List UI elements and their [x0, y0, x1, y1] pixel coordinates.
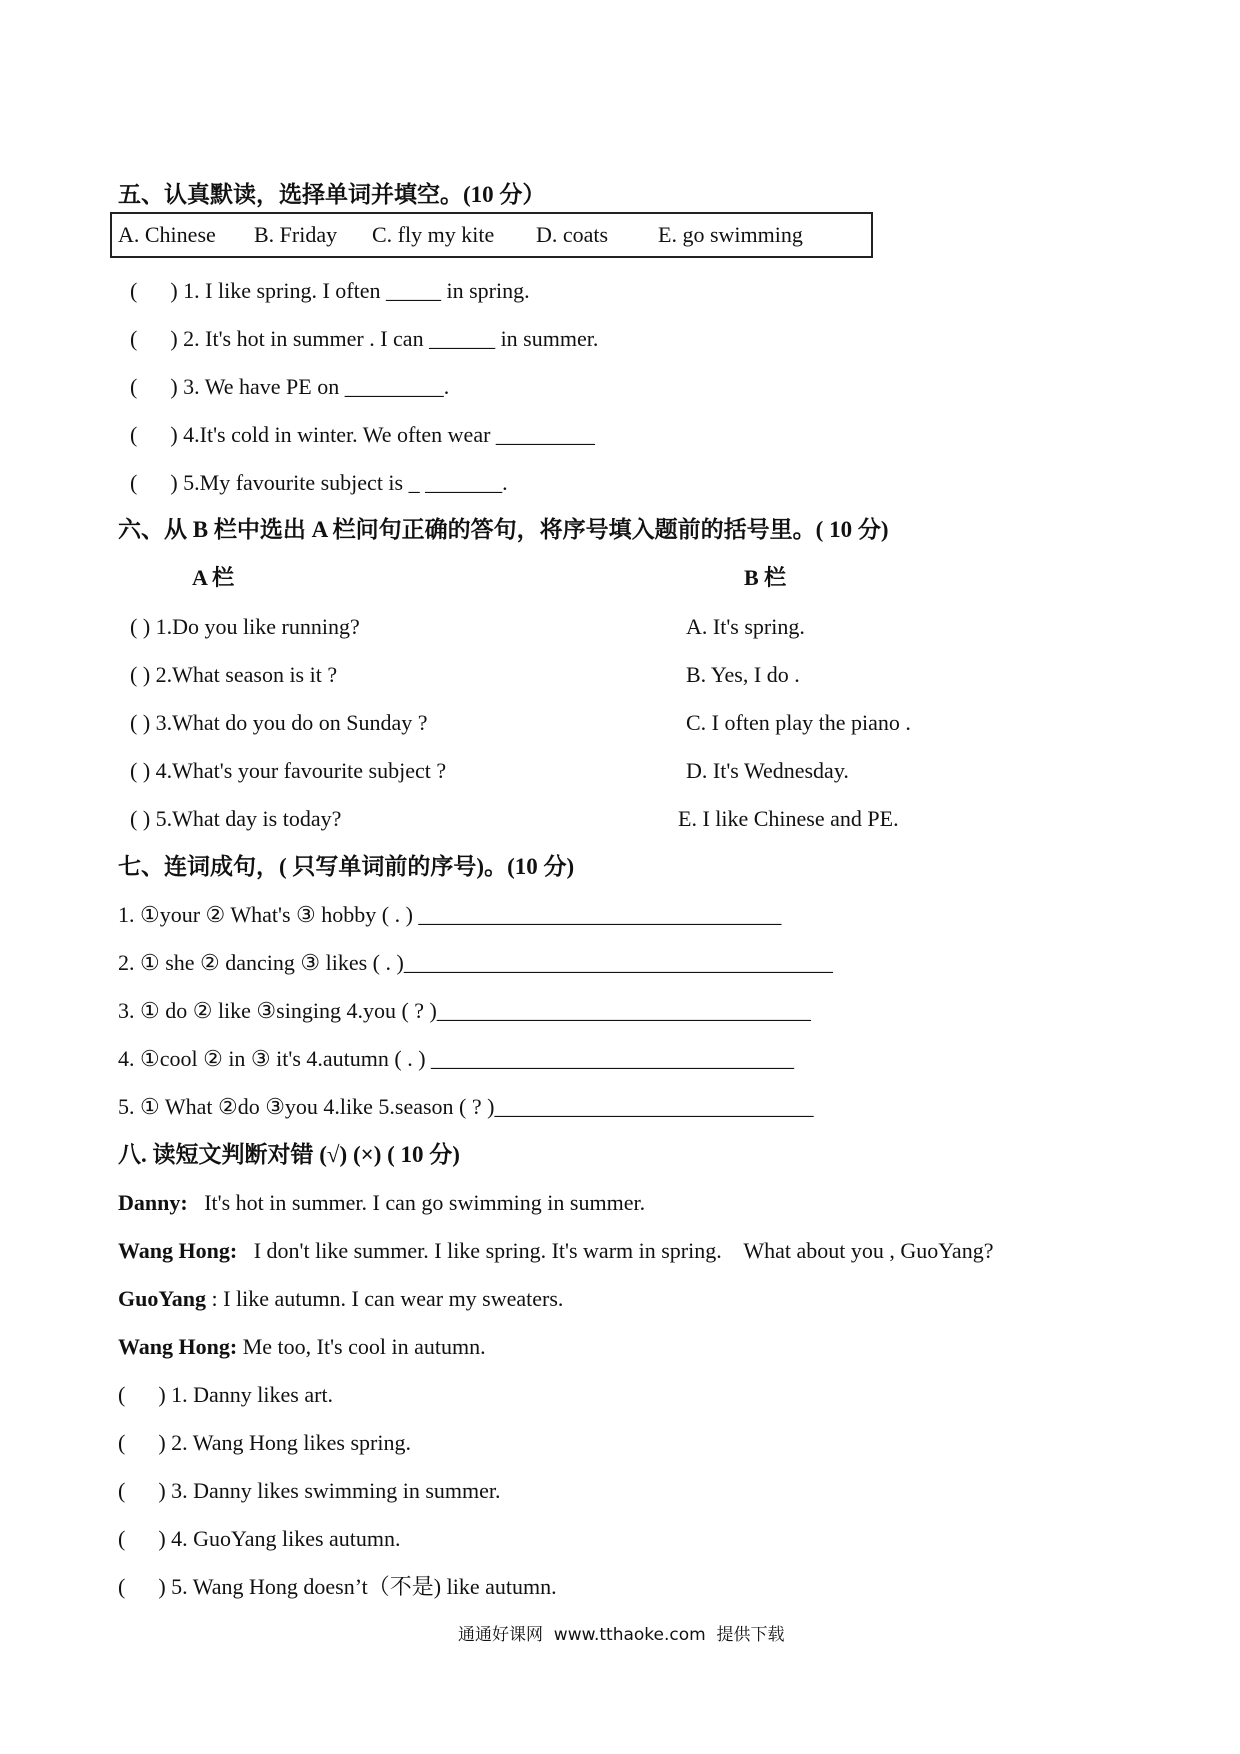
true-false-item: ( ) 4. GuoYang likes autumn.: [118, 1526, 401, 1551]
section6-heading: 六、从 B 栏中选出 A 栏问句正确的答句，将序号填入题前的括号里。( 10 分): [118, 517, 889, 542]
dialogue-line: [118, 1284, 563, 1314]
fill-in-item: ( ) 5.My favourite subject is _ _______.: [130, 470, 508, 495]
dialogue-text: It's hot in summer. I can go swimming in summer.: [187, 1190, 646, 1215]
sentence-item: 4. ①cool ② in ③ it's 4.autumn ( . ) _________________________________: [118, 1046, 795, 1071]
section7-heading: 七、连词成句，( 只写单词前的序号)。(10 分): [118, 854, 575, 879]
word-option: D. coats: [536, 222, 609, 247]
answer-b: A. It's spring.: [686, 614, 805, 639]
true-false-item: ( ) 2. Wang Hong likes spring.: [118, 1430, 411, 1455]
fill-in-item: ( ) 1. I like spring. I often _____ in spring.: [130, 278, 530, 303]
true-false-item: ( ) 1. Danny likes art.: [118, 1382, 334, 1407]
speaker-name: Wang Hong:: [118, 1334, 238, 1359]
answer-b: B. Yes, I do .: [686, 662, 800, 687]
word-option: B. Friday: [254, 222, 338, 247]
speaker-name: Wang Hong:: [118, 1238, 238, 1263]
question-a: ( ) 4.What's your favourite subject ?: [130, 758, 447, 783]
question-a: ( ) 1.Do you like running?: [130, 614, 360, 639]
section8-heading: 八. 读短文判断对错 (√) (×) ( 10 分): [118, 1142, 460, 1167]
dialogue-text: I don't like summer. I like spring. It's warm in spring. What about you , GuoYang?: [237, 1238, 994, 1263]
dialogue-text: Me too, It's cool in autumn.: [237, 1334, 486, 1359]
column-b-label: B 栏: [744, 565, 787, 590]
sentence-item: 1. ①your ② What's ③ hobby ( . ) _________________________________: [118, 902, 782, 927]
sentence-item: 5. ① What ②do ③you 4.like 5.season ( ? )_____________________________: [118, 1094, 814, 1119]
true-false-item: ( ) 3. Danny likes swimming in summer.: [118, 1478, 501, 1503]
true-false-item: ( ) 5. Wang Hong doesn’t（不是) like autumn.: [118, 1574, 557, 1599]
question-a: ( ) 2.What season is it ?: [130, 662, 338, 687]
question-a: ( ) 3.What do you do on Sunday ?: [130, 710, 428, 735]
dialogue-line: [118, 1188, 645, 1218]
sentence-item: 3. ① do ② like ③singing 4.you ( ? )__________________________________: [118, 998, 811, 1023]
speaker-name: Danny:: [118, 1190, 188, 1215]
footer-source: 通通好课网 www.tthaoke.com 提供下载: [458, 1625, 785, 1645]
word-option: A. Chinese: [118, 222, 216, 247]
answer-b: C. I often play the piano .: [686, 710, 911, 735]
question-a: ( ) 5.What day is today?: [130, 806, 342, 831]
word-option: E. go swimming: [658, 222, 803, 247]
word-bank-box: [110, 212, 873, 258]
answer-b: D. It's Wednesday.: [686, 758, 849, 783]
word-option: C. fly my kite: [372, 222, 495, 247]
sentence-item: 2. ① she ② dancing ③ likes ( . )_______________________________________: [118, 950, 833, 975]
dialogue-line: [118, 1332, 486, 1362]
dialogue-text: : I like autumn. I can wear my sweaters.: [206, 1286, 564, 1311]
column-a-label: A 栏: [192, 565, 235, 590]
speaker-name: GuoYang: [118, 1286, 207, 1311]
section5-heading: 五、认真默读，选择单词并填空。(10 分）: [118, 182, 546, 207]
fill-in-item: ( ) 2. It's hot in summer . I can ______ in summer.: [130, 326, 599, 351]
dialogue-line: [118, 1236, 993, 1266]
fill-in-item: ( ) 4.It's cold in winter. We often wear _________: [130, 422, 595, 447]
fill-in-item: ( ) 3. We have PE on _________.: [130, 374, 450, 399]
answer-b: E. I like Chinese and PE.: [678, 806, 899, 831]
